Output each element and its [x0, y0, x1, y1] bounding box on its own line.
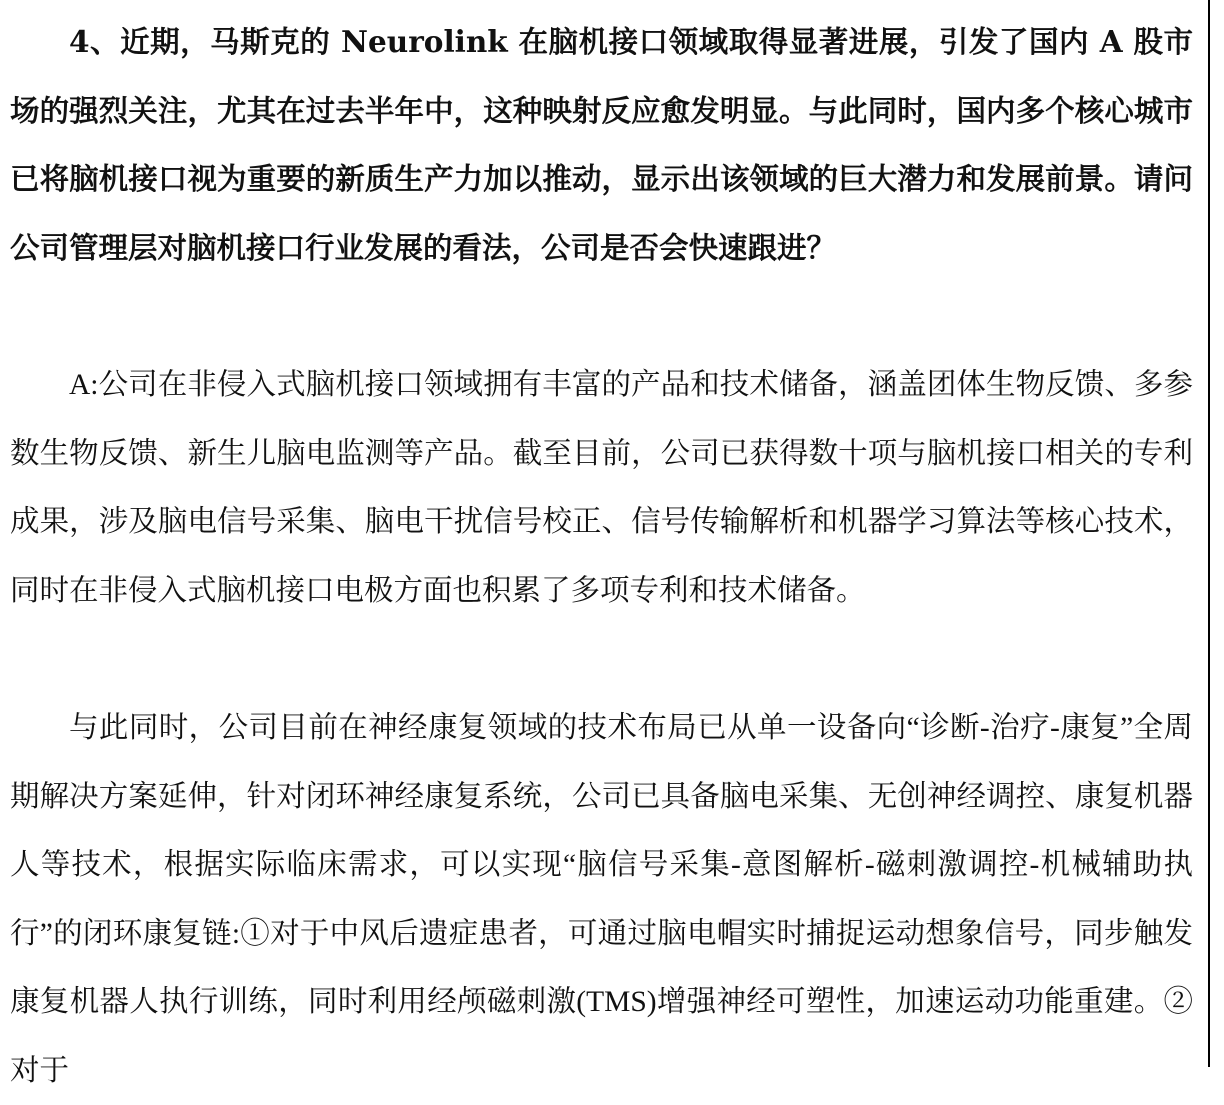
- question-paragraph: 4、近期，马斯克的 Neurolink 在脑机接口领域取得显著进展，引发了国内 A 股市场的强烈关注，尤其在过去半年中，这种映射反应愈发明显。与此同时，国内多个核心城市已将脑机接口视为重要的新质生产力加以推动，显示出该领域的巨大潜力和发展前景。请问公司管理层对脑机接口行业发展的看法，公司是否会快速跟进？: [10, 24, 1193, 265]
- answer-paragraph-2: 与此同时，公司目前在神经康复领域的技术布局已从单一设备向“诊断-治疗-康复”全周期解决方案延伸，针对闭环神经康复系统，公司已具备脑电采集、无创神经调控、康复机器人等技术，根据实际临床需求，可以实现“脑信号采集-意图解析-磁刺激调控-机械辅助执行”的闭环康复链:①对于中风后遗症患者，可通过脑电帽实时捕捉运动想象信号，同步触发康复机器人执行训练，同时利用经颅磁刺激(TMS)增强神经可塑性，加速运动功能重建。②对于: [10, 712, 1193, 1087]
- answer-paragraph-1: A:公司在非侵入式脑机接口领域拥有丰富的产品和技术储备，涵盖团体生物反馈、多参数生物反馈、新生儿脑电监测等产品。截至目前，公司已获得数十项与脑机接口相关的专利成果，涉及脑电信号采集、脑电干扰信号校正、信号传输解析和机器学习算法等核心技术，同时在非侵入式脑机接口电极方面也积累了多项专利和技术储备。: [10, 369, 1193, 607]
